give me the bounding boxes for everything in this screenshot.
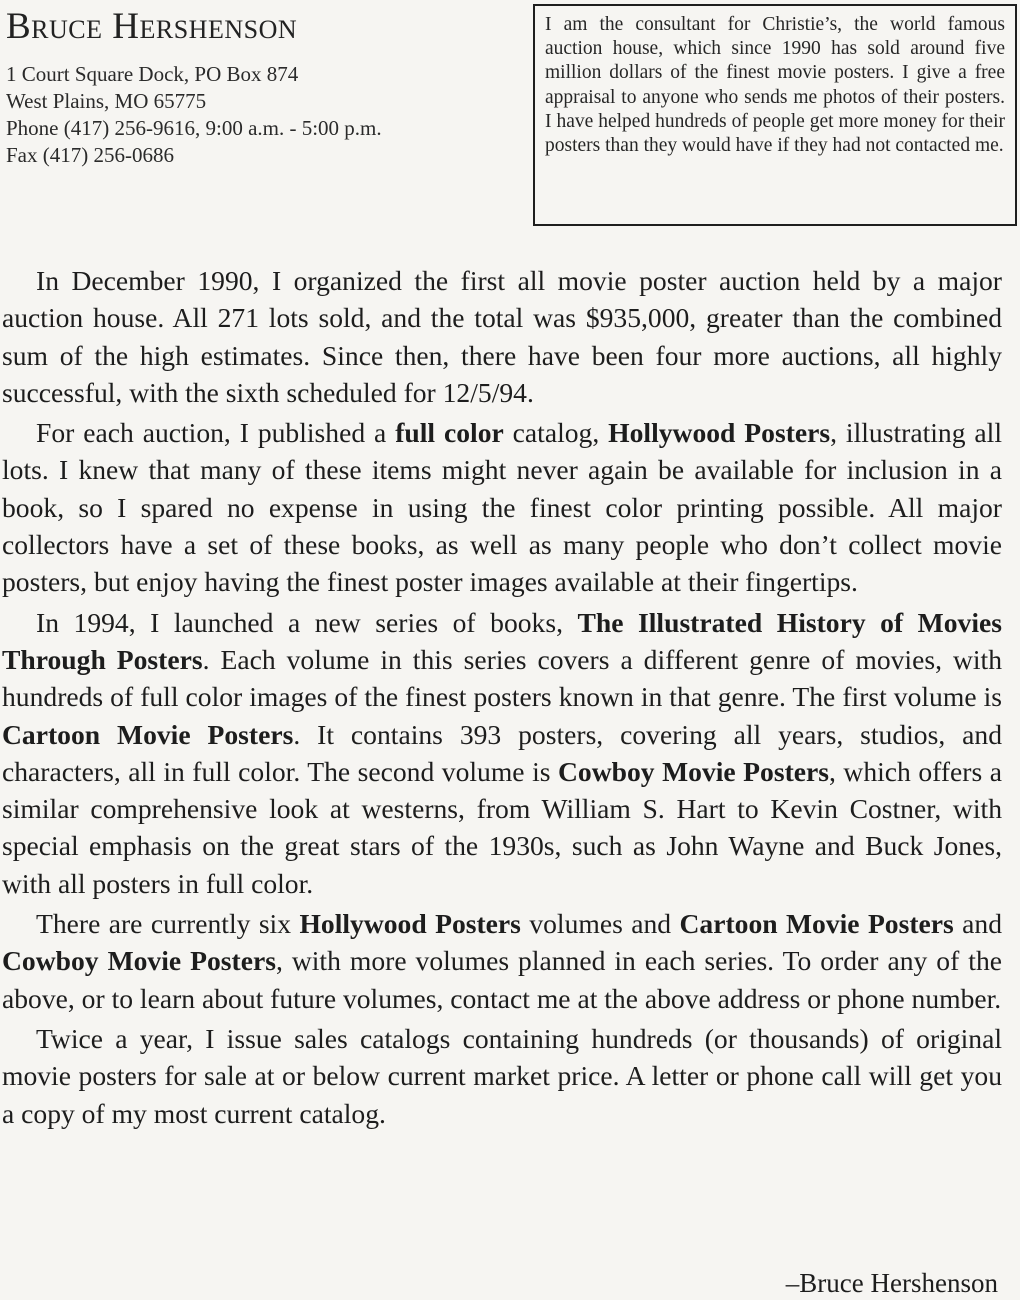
- paragraph-text: For each auction, I published a: [36, 417, 396, 449]
- contact-header: [6, 8, 506, 169]
- paragraph-text: Twice a year, I issue sales catalogs containing hundreds (or thousands) of original movie posters for sale at or below current market price. A letter or phone call will get you a copy of my most current catalog.: [2, 1022, 1002, 1129]
- paragraph-auction-history: [2, 262, 1002, 411]
- bold-phrase-full-color: full color: [395, 417, 504, 449]
- bold-title-cowboy-movie-posters: Cowboy Movie Posters: [2, 945, 276, 977]
- signature: –Bruce Hershenson: [785, 1268, 998, 1298]
- bold-title-hollywood-posters: Hollywood Posters: [299, 908, 521, 940]
- bold-title-cowboy-movie-posters: Cowboy Movie Posters: [558, 755, 829, 787]
- paragraph-text: and: [953, 908, 1003, 940]
- paragraph-text: catalog,: [503, 417, 609, 449]
- paragraph-text: . It contains 393 posters, covering all years, studios, and characters, all in full color. The second volume is: [2, 718, 1003, 787]
- bold-title-hollywood-posters: Hollywood Posters: [608, 417, 831, 449]
- phone-line: Phone (417) 256-9616, 9:00 a.m. - 5:00 p.m.: [6, 115, 382, 140]
- paragraph-text: , illustrating all lots. I knew that many of these items might never again be available for inclusion in a book, so I spared no expense in using the finest color printing possible. All major collectors have a set of these books, as well as many people who don’t collect movie posters, but enjoy having the finest poster images available at their fingertips.: [2, 417, 1002, 598]
- article-body: [2, 262, 1002, 1135]
- fax-line: Fax (417) 256-0686: [6, 142, 174, 167]
- paragraph-text: , with more volumes planned in each series. To order any of the above, or to learn about future volumes, contact me at the above address or phone number.: [2, 945, 1002, 1014]
- paragraph-text: In 1994, I launched a new series of books,: [36, 606, 578, 638]
- bold-title-cartoon-movie-posters: Cartoon Movie Posters: [2, 718, 294, 750]
- paragraph-text: volumes and: [520, 908, 680, 940]
- address-line-city: West Plains, MO 65775: [6, 88, 207, 113]
- consultant-note-box: I am the consultant for Christie’s, the world famous auction house, which since 1990 has sold around five million dollars of the finest movie posters. I give a free appraisal to anyone who sends me photos of their posters. I have helped hundreds of people get more money for their posters than they would have if they had not contacted me.: [533, 4, 1017, 226]
- address-line-street: 1 Court Square Dock, PO Box 874: [6, 61, 299, 86]
- paragraph-text: In December 1990, I organized the first all movie poster auction held by a major auction house. All 271 lots sold, and the total was $935,000, greater than the combined sum of the high estimates. Since then, there have been four more auctions, all highly successful, with the sixth scheduled for 12/5/94.: [2, 265, 1002, 408]
- paragraph-ordering: [2, 905, 1002, 1017]
- bold-title-illustrated-history: The Illustrated History of Movies Through Posters: [2, 606, 1002, 675]
- bold-title-cartoon-movie-posters: Cartoon Movie Posters: [679, 908, 954, 940]
- paragraph-text: There are currently six: [36, 908, 300, 940]
- paragraph-sales-catalogs: [2, 1020, 1002, 1132]
- paragraph-catalogs: [2, 414, 1002, 600]
- paragraph-text: . Each volume in this series covers a different genre of movies, with hundreds of full color images of the finest posters known in that genre. The first volume is: [2, 643, 1003, 713]
- paragraph-text: , which offers a similar comprehensive look at westerns, from William S. Hart to Kevin Costner, with special emphasis on the great stars of the 1930s, such as John Wayne and Buck Jones, with all posters in full color.: [2, 755, 1002, 899]
- author-name: Bruce Hershenson: [6, 6, 298, 47]
- paragraph-book-series: [2, 604, 1002, 902]
